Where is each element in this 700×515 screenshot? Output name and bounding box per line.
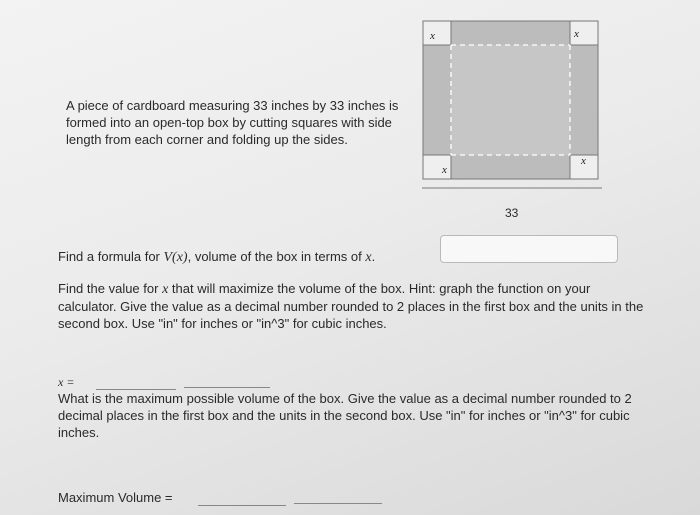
side-length-label: 33	[505, 206, 519, 220]
problem-statement: A piece of cardboard measuring 33 inches by 33 inches is formed into an open-top box by cutting squares with side length from each corner and folding up the sides.	[66, 98, 399, 147]
q1-variable: x	[365, 250, 372, 265]
q1-end: .	[371, 249, 376, 264]
question-max-volume: What is the maximum possible volume of the box. Give the value as a decimal number rounded to 2 decimal places in the first box and the units in the second box. Use "in" for inches or "in^3" for cubic inches.	[58, 391, 632, 440]
box-base	[451, 45, 570, 155]
q1-function: V(x)	[163, 250, 188, 265]
q2-variable: x	[162, 282, 169, 297]
x-units-input[interactable]	[184, 387, 270, 388]
question-maximize	[58, 280, 648, 332]
formula-answer-input[interactable]	[440, 235, 618, 263]
q1-suffix: , volume of the box in terms of	[187, 249, 366, 264]
corner-label-top-right: x	[574, 28, 579, 40]
q2-text-end: that will maximize the volume of the box. Hint: graph the function on your calculator. Give the value as a decimal number rounded to 2 places in the first box and the units in the second box. Use "in" for inches or "in^3" for cubic inches.	[58, 281, 644, 331]
corner-cut-top-left	[423, 21, 451, 45]
corner-label-bottom-left: x	[442, 164, 447, 176]
max-volume-label: Maximum Volume =	[58, 490, 173, 505]
x-answer-label: x =	[58, 375, 75, 389]
q1-prefix: Find a formula for	[58, 249, 164, 264]
question-formula	[58, 248, 448, 266]
corner-label-bottom-right: x	[581, 155, 586, 167]
volume-value-input[interactable]	[198, 505, 286, 506]
q2-text-start: Find the value for	[58, 281, 163, 296]
cardboard-drawing	[418, 18, 618, 226]
volume-units-input[interactable]	[294, 503, 382, 504]
box-diagram	[418, 18, 618, 226]
corner-label-top-left: x	[430, 30, 435, 42]
